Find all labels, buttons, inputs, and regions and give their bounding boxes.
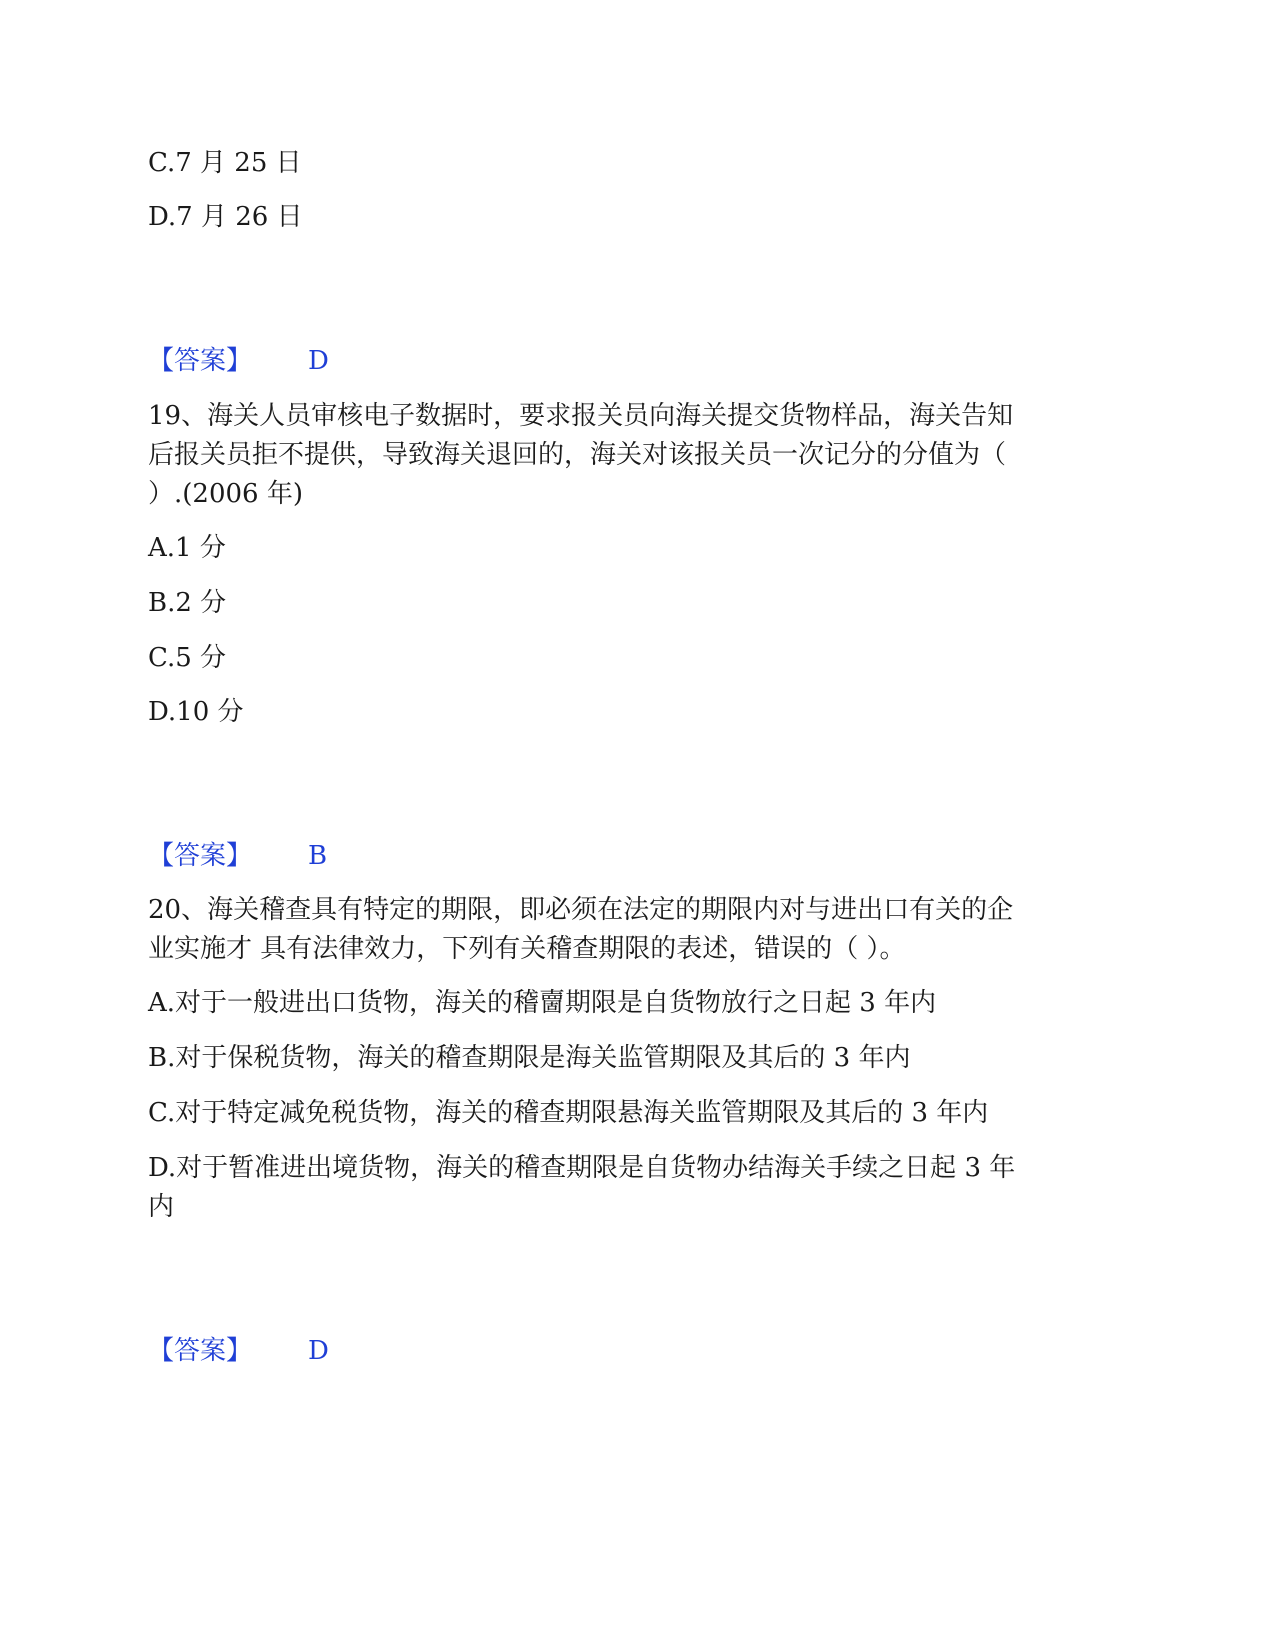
q19-stem-line-2: 后报关员拒不提供，导致海关退回的，海关对该报关员一次记分的分值为（ [148, 440, 1007, 470]
q19-option-a: A.1 分 [148, 533, 226, 563]
q20-stem-line-2: 业实施才 具有法律效力，下列有关稽查期限的表述，错误的（ ）。 [148, 934, 906, 964]
q18-option-c: C.7 月 25 日 [148, 148, 302, 178]
q19-answer [148, 836, 1128, 876]
answer-label: 【答案】 [148, 346, 253, 376]
q19-stem-line-1: 19、海关人员审核电子数据时，要求报关员向海关提交货物样品，海关告知 [148, 401, 1014, 431]
q20-answer [148, 1331, 1128, 1371]
q18-option-d: D.7 月 26 日 [148, 202, 303, 232]
q20-option-d: D.对于暂准进出境货物，海关的稽查期限是自货物办结海关手续之日起 3 年 [148, 1153, 1016, 1183]
q20-option-c: C.对于特定减免税货物，海关的稽查期限悬海关监管期限及其后的 3 年内 [148, 1098, 989, 1128]
q19-stem-line-3: ）.(2006 年) [148, 479, 303, 509]
q20-option-d-continued: 内 [148, 1192, 175, 1222]
answer-value: B [308, 841, 328, 871]
answer-value: D [308, 346, 329, 376]
answer-label: 【答案】 [148, 841, 253, 871]
q19-option-d: D.10 分 [148, 697, 244, 727]
q20-option-a: A.对于一般进出口货物，海关的稽夁期限是自货物放行之日起 3 年内 [148, 988, 937, 1018]
answer-value: D [308, 1336, 329, 1366]
answer-label: 【答案】 [148, 1336, 253, 1366]
q18-answer [148, 341, 1128, 381]
q20-stem-line-1: 20、海关稽查具有特定的期限，即必须在法定的期限内对与进出口有关的企 [148, 895, 1014, 925]
q20-option-b: B.对于保税货物，海关的稽查期限是海关监管期限及其后的 3 年内 [148, 1043, 911, 1073]
q19-option-c: C.5 分 [148, 643, 227, 673]
q19-option-b: B.2 分 [148, 588, 227, 618]
